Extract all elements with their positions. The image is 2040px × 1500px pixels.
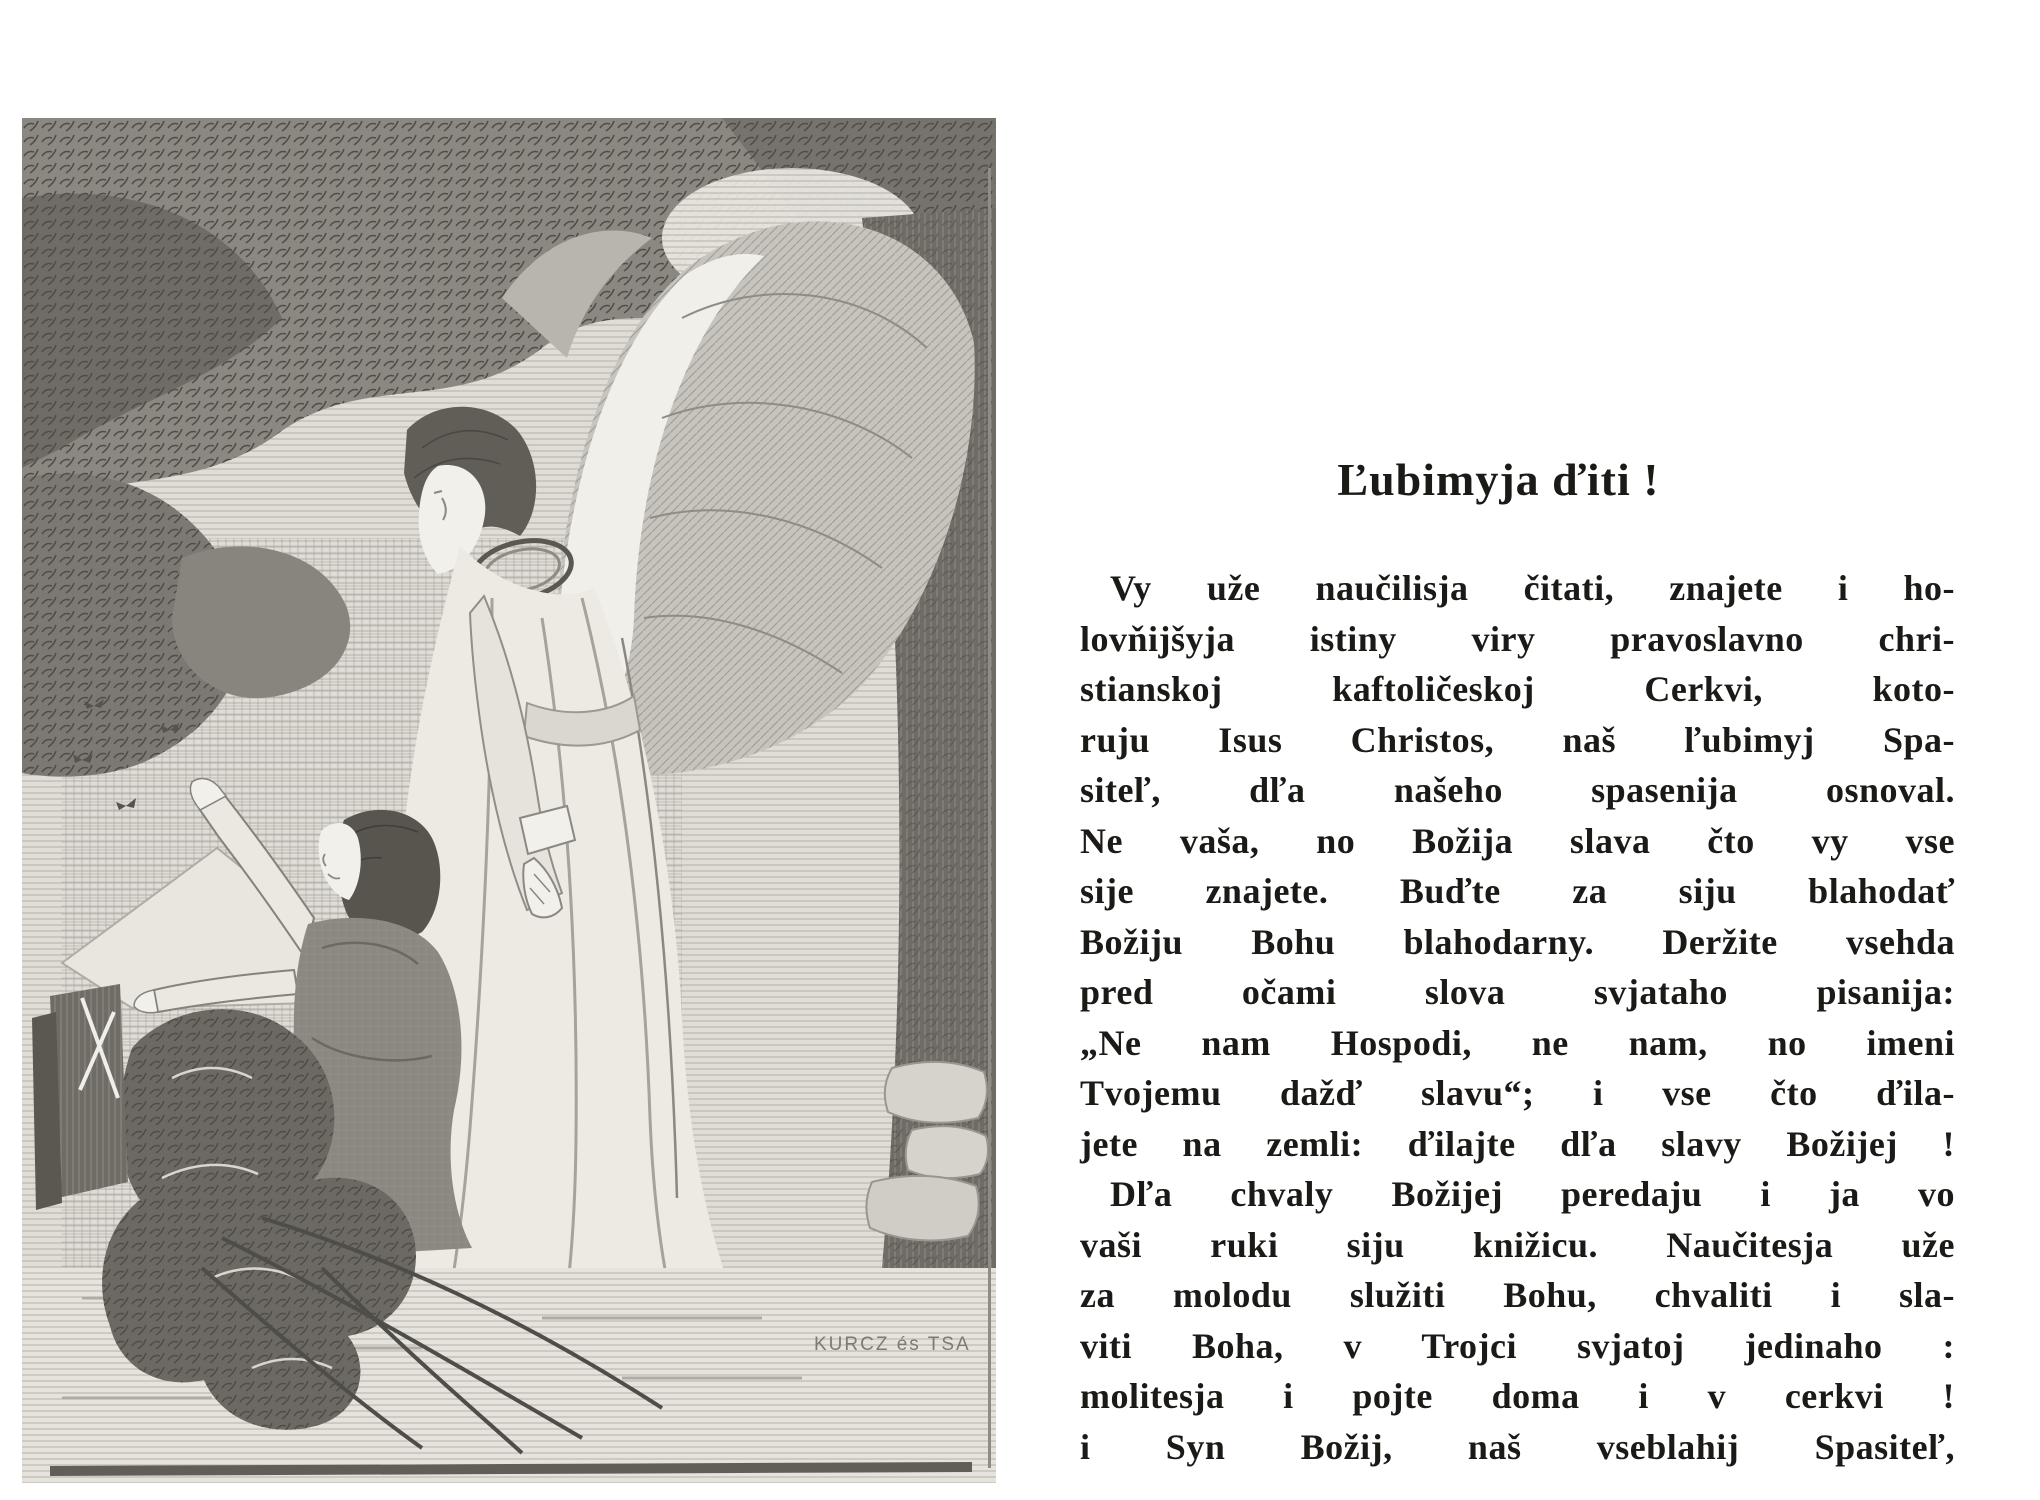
- text-line: molitesja i pojte doma i v cerkvi !: [1080, 1376, 1955, 1416]
- article-column: [1080, 453, 1955, 1472]
- text-line: Vy uže naučilisja čitati, znajete i ho-: [1110, 568, 1955, 608]
- engraving-figure: [22, 118, 996, 1483]
- text-line: stianskoj kaftoličeskoj Cerkvi, koto-: [1080, 669, 1955, 709]
- text-line: „Ne nam Hospodi, ne nam, no imeni: [1080, 1022, 1955, 1063]
- fence-posts: [32, 984, 128, 1210]
- article-body: [1080, 563, 1955, 1472]
- text-line: Božiju Bohu blahodarny. Deržite vsehda: [1080, 921, 1955, 962]
- text-line: sije znajete. Buďte za siju blahodať: [1080, 871, 1955, 911]
- text-line: za molodu služiti Bohu, chvaliti i sla-: [1080, 1275, 1955, 1315]
- text-line: i Syn Božij, naš vseblahij Spasiteľ,: [1080, 1426, 1955, 1467]
- text-line: lovňijšyja istiny viry pravoslavno chri-: [1080, 618, 1955, 659]
- text-line: ruju Isus Christos, naš ľubimyj Spa-: [1080, 719, 1955, 760]
- page-title: Ľubimyja ďiti !: [1337, 454, 1660, 505]
- text-line: Dľa chvaly Božijej peredaju i ja vo: [1110, 1174, 1955, 1214]
- paragraph: [1080, 563, 1955, 1169]
- text-line: viti Boha, v Trojci svjatoj jedinaho :: [1080, 1325, 1955, 1366]
- text-line: jete na zemli: ďilajte dľa slavy Božijej !: [1080, 1123, 1955, 1164]
- engraving-svg: [22, 118, 996, 1483]
- paragraph: [1080, 1169, 1955, 1472]
- text-line: Tvojemu dažď slavu“; i vse čto ďila-: [1080, 1073, 1955, 1113]
- text-line: Ne vaša, no Božija slava čto vy vse: [1080, 820, 1955, 861]
- engraver-signature: KURCZ és TSA: [814, 1334, 971, 1355]
- text-line: vaši ruki siju knižicu. Naučitesja uže: [1080, 1224, 1955, 1265]
- text-line: pred očami slova svjataho pisanija:: [1080, 972, 1955, 1012]
- text-line: siteľ, dľa našeho spasenija osnoval.: [1080, 770, 1955, 810]
